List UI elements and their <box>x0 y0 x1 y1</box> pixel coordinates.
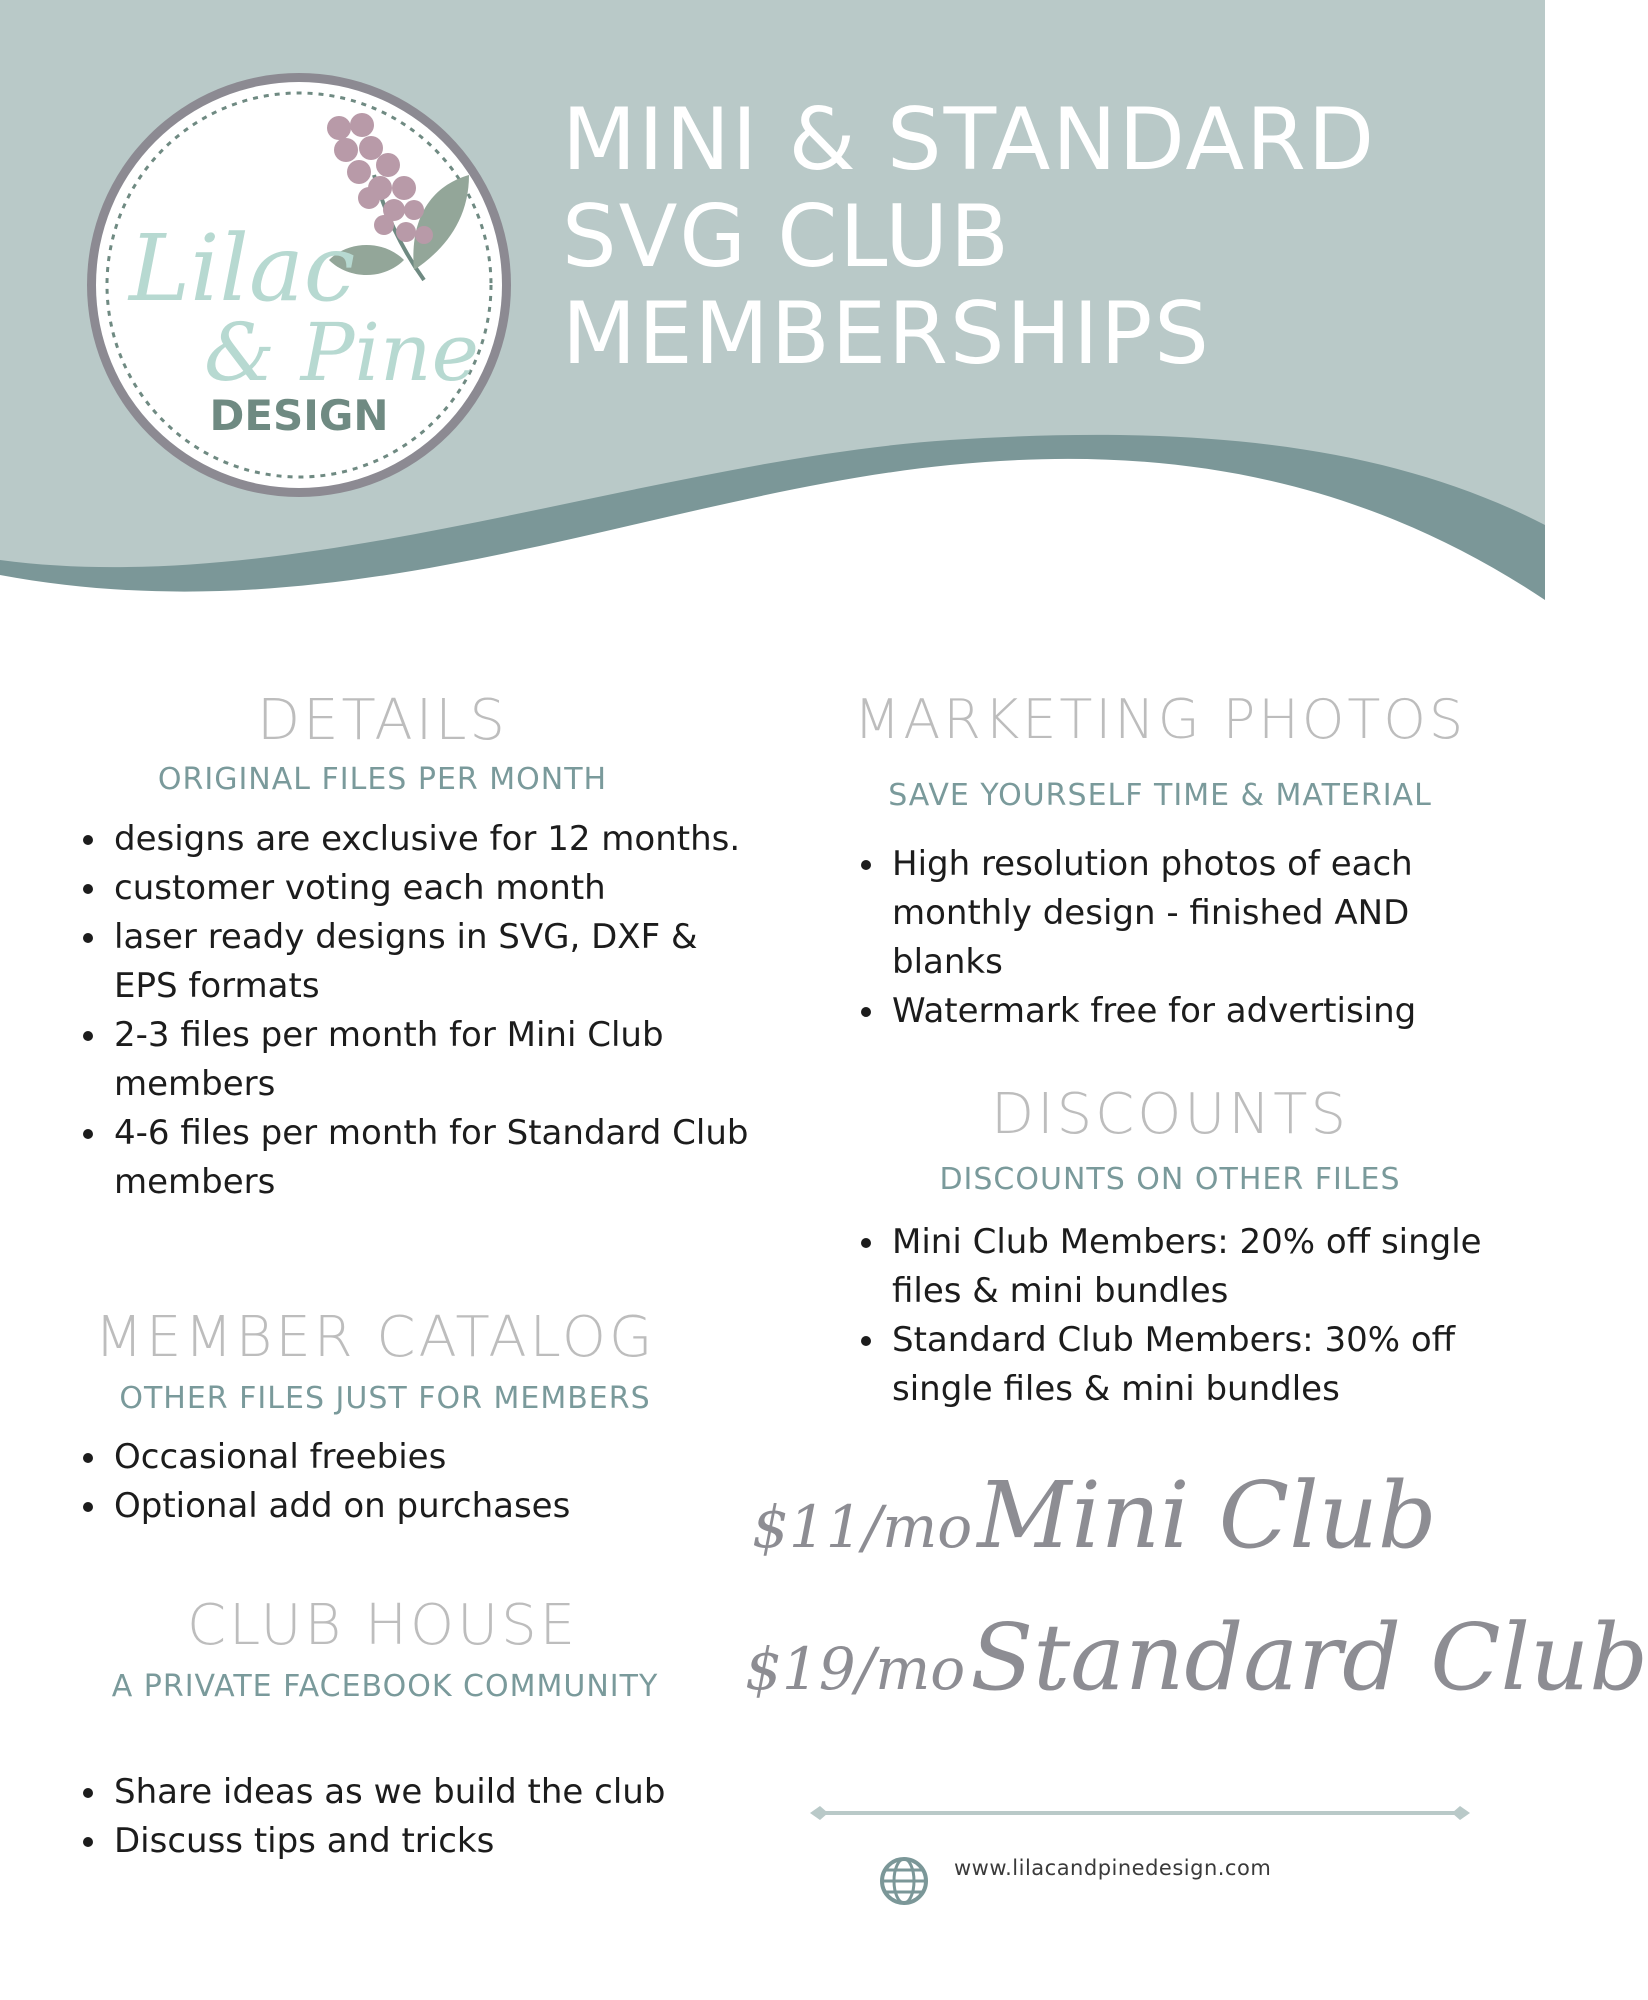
discounts-list <box>852 1218 1528 1414</box>
details-subheading: ORIGINAL FILES PER MONTH <box>157 762 608 797</box>
list-item: • Share ideas as we build the club <box>110 1768 750 1817</box>
mini-club-name: Mini Club <box>977 1462 1437 1569</box>
title-line-2: SVG CLUB <box>562 187 1012 287</box>
logo-text-pine: & Pine <box>204 306 479 399</box>
member-catalog-list <box>74 1433 750 1531</box>
list-item: • Standard Club Members: 30% off single files & mini bundles <box>888 1316 1528 1414</box>
standard-club-price: $19/mo <box>745 1635 966 1703</box>
marketing-photos-heading: MARKETING PHOTOS <box>853 688 1467 751</box>
list-item: • Discuss tips and tricks <box>110 1817 750 1866</box>
page-title <box>562 92 1512 383</box>
list-item: • Optional add on purchases <box>110 1482 750 1531</box>
club-house-subheading: A PRIVATE FACEBOOK COMMUNITY <box>111 1669 659 1704</box>
list-item: • Watermark free for advertising <box>888 987 1528 1036</box>
brand-logo <box>84 70 514 500</box>
list-item: • designs are exclusive for 12 months. <box>110 815 750 864</box>
list-item: • laser ready designs in SVG, DXF & EPS formats <box>110 913 750 1011</box>
marketing-photos-list <box>852 840 1528 1036</box>
mini-club-price: $11/mo <box>752 1493 973 1561</box>
standard-club-pricing <box>745 1604 1648 1711</box>
list-item: • 4-6 files per month for Standard Club members <box>110 1109 750 1207</box>
details-heading: DETAILS <box>257 688 508 753</box>
standard-club-name: Standard Club <box>970 1604 1648 1711</box>
member-catalog-subheading: OTHER FILES JUST FOR MEMBERS <box>119 1381 651 1416</box>
logo-text-lilac: Lilac <box>129 215 356 322</box>
club-house-list <box>74 1768 750 1866</box>
details-list <box>74 815 750 1207</box>
list-item: • customer voting each month <box>110 864 750 913</box>
list-item: • 2-3 files per month for Mini Club members <box>110 1011 750 1109</box>
discounts-heading: DISCOUNTS <box>991 1082 1349 1147</box>
title-line-1: MINI & STANDARD <box>562 90 1377 190</box>
globe-icon <box>879 1856 929 1906</box>
list-item: • Occasional freebies <box>110 1433 750 1482</box>
mini-club-pricing <box>752 1462 1437 1569</box>
decorative-divider <box>810 1798 1470 1828</box>
logo-text-design: DESIGN <box>209 391 389 440</box>
marketing-photos-subheading: SAVE YOURSELF TIME & MATERIAL <box>888 778 1432 813</box>
discounts-subheading: DISCOUNTS ON OTHER FILES <box>939 1162 1401 1197</box>
list-item: • High resolution photos of each monthly design - finished AND blanks <box>888 840 1528 987</box>
member-catalog-heading: MEMBER CATALOG <box>94 1305 656 1370</box>
club-house-heading: CLUB HOUSE <box>186 1593 579 1658</box>
website-link[interactable]: www.lilacandpinedesign.com <box>954 1856 1272 1880</box>
title-line-3: MEMBERSHIPS <box>562 284 1211 384</box>
list-item: • Mini Club Members: 20% off single files & mini bundles <box>888 1218 1528 1316</box>
